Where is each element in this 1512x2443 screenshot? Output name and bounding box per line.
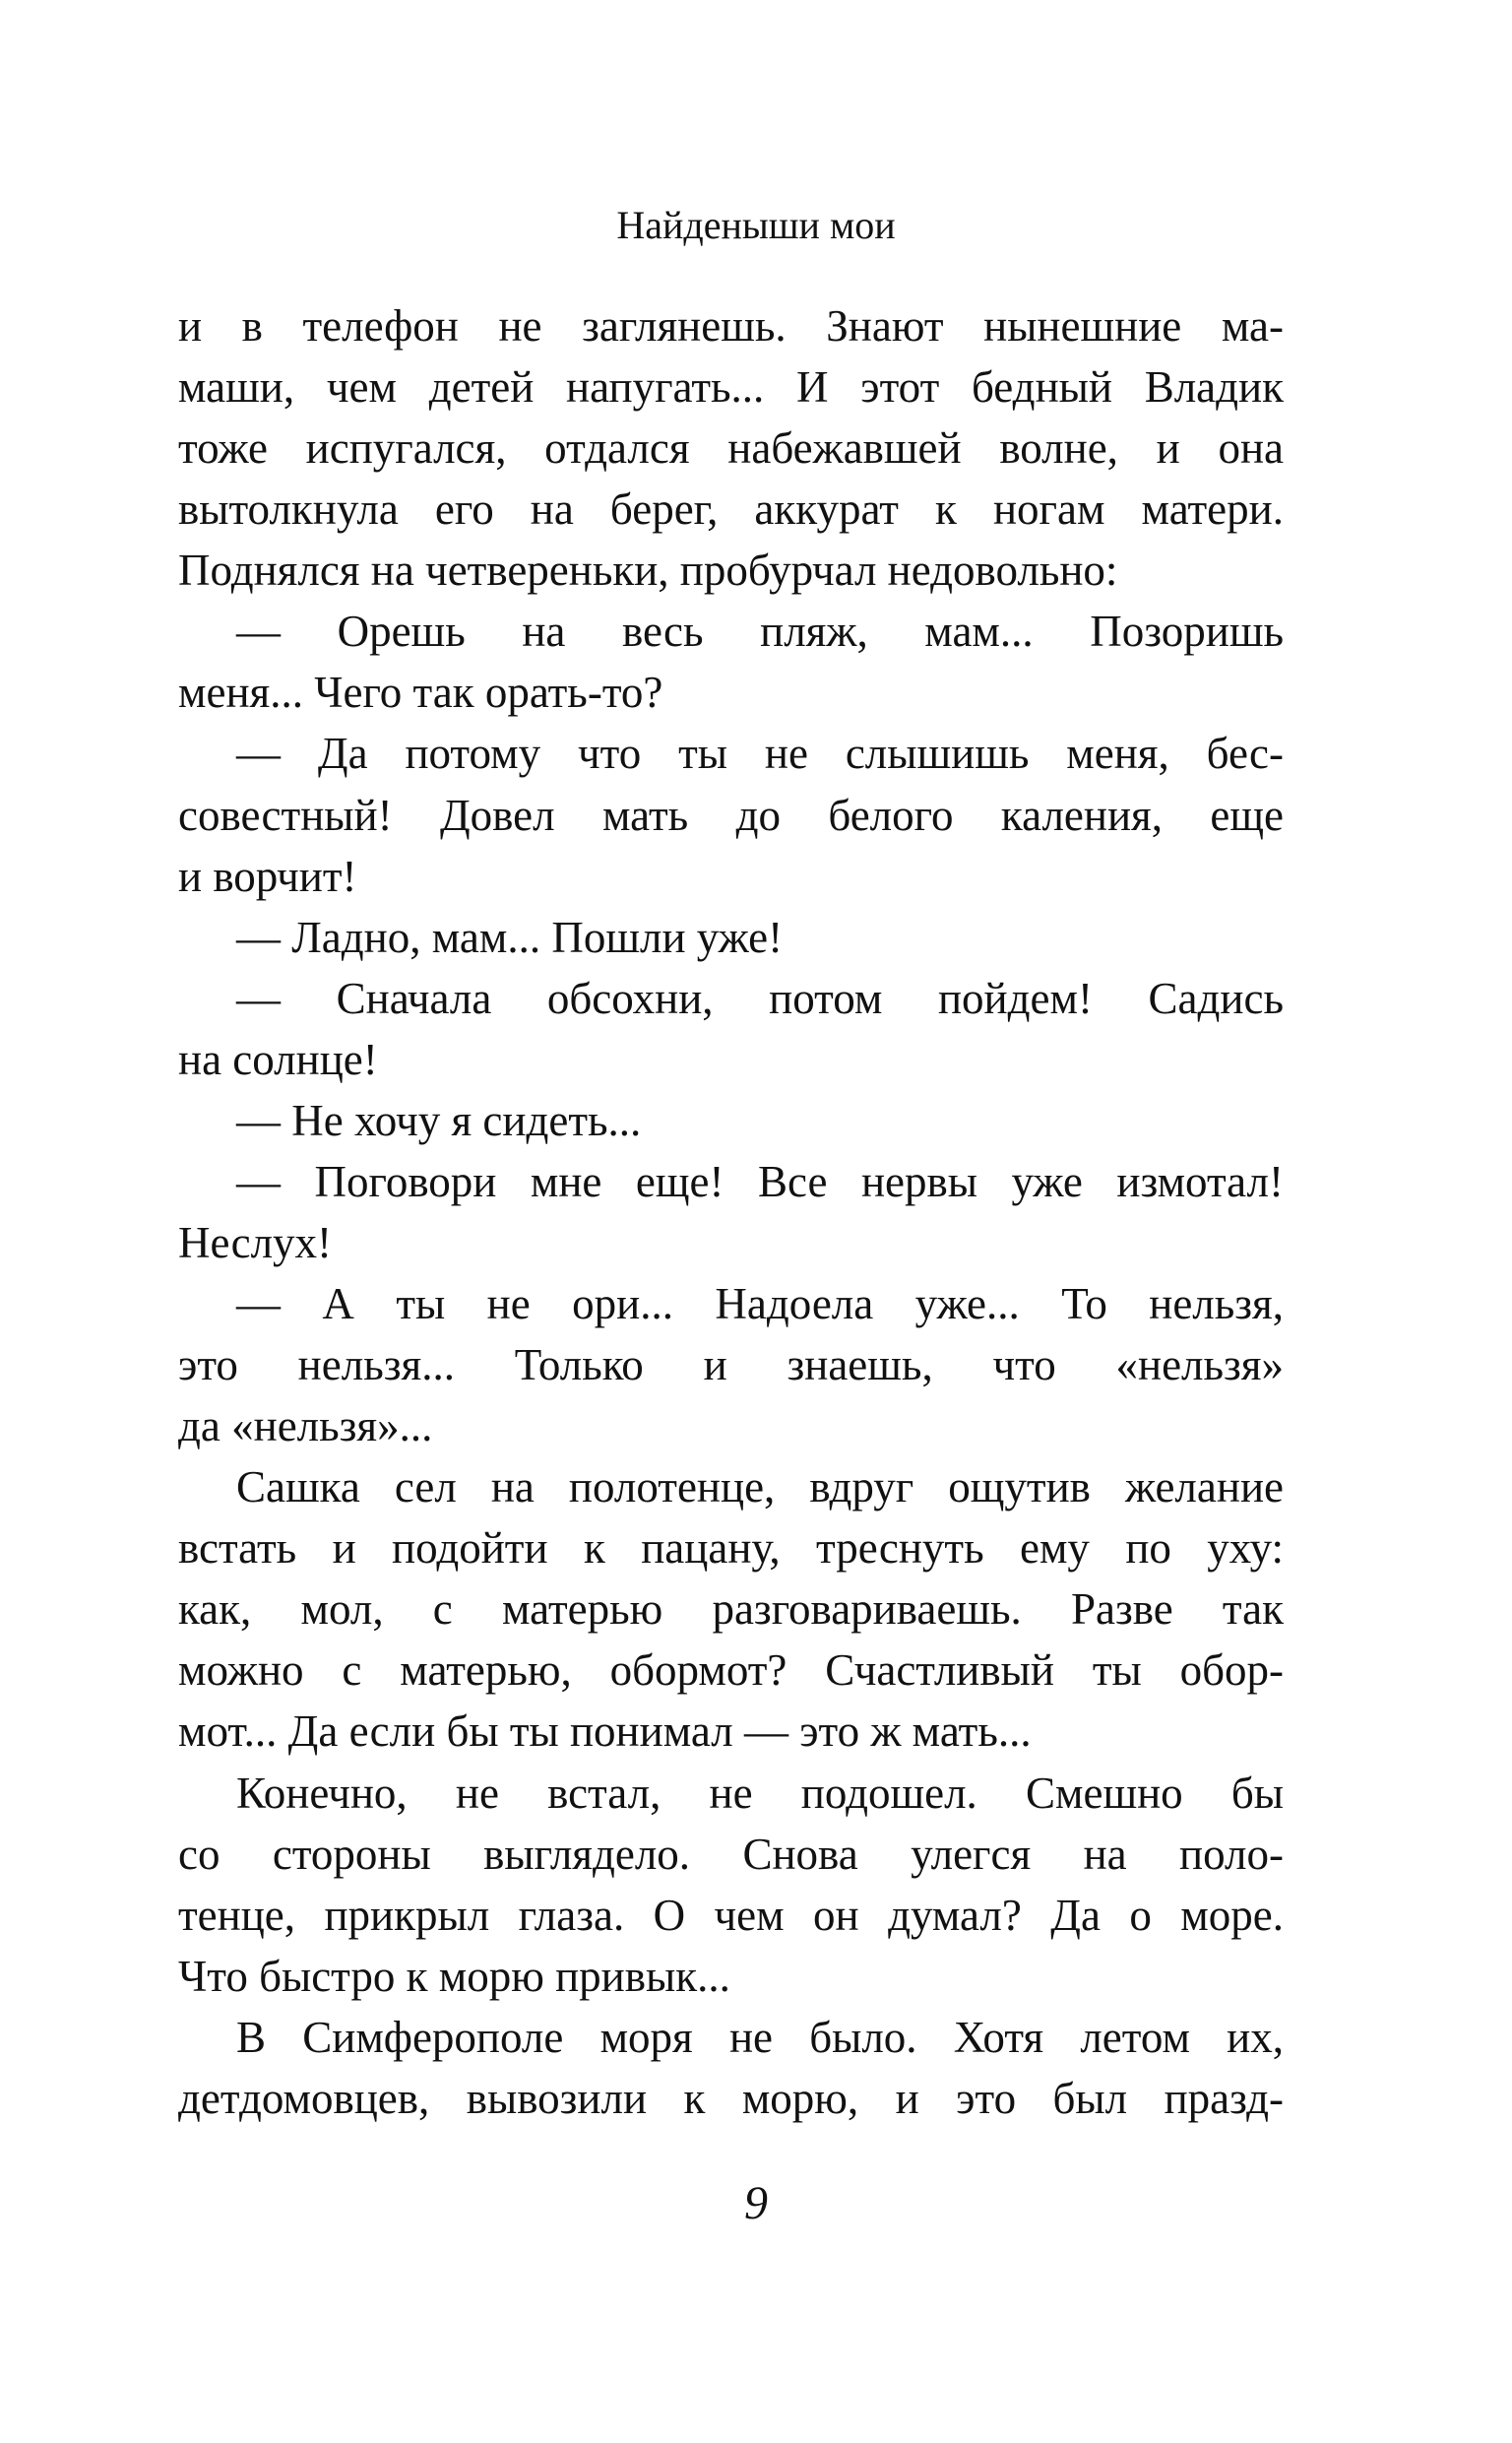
text-line: Неслух! bbox=[178, 1217, 333, 1267]
text-line: да «нельзя»... bbox=[178, 1401, 433, 1451]
running-header: Найденыши мои bbox=[616, 203, 896, 247]
text-line: и в телефон не заглянешь. Знают нынешние ма- bbox=[178, 301, 1284, 351]
text-line: на солнце! bbox=[178, 1034, 378, 1084]
text-line: и ворчит! bbox=[178, 851, 357, 901]
body-text bbox=[178, 295, 1284, 2129]
page-number: 9 bbox=[744, 2177, 768, 2229]
text-line: встать и подойти к пацану, треснуть ему по уху: bbox=[178, 1523, 1284, 1574]
text-line: тенце, прикрыл глаза. О чем он думал? Да о море. bbox=[178, 1890, 1284, 1940]
text-line: — А ты не ори... Надоела уже... То нельзя, bbox=[236, 1279, 1284, 1328]
text-line: — Не хочу я сидеть... bbox=[236, 1095, 642, 1145]
text-line: — Сначала обсохни, потом пойдем! Садись bbox=[236, 973, 1284, 1023]
text-line: — Поговори мне еще! Все нервы уже измотал! bbox=[236, 1156, 1284, 1206]
text-line: детдомовцев, вывозили к морю, и это был празд- bbox=[178, 2073, 1284, 2123]
text-line: — Ладно, мам... Пошли уже! bbox=[236, 912, 784, 962]
text-line: меня... Чего так орать-то? bbox=[178, 668, 663, 718]
text-line: Конечно, не встал, не подошел. Смешно бы bbox=[236, 1768, 1284, 1818]
text-line: со стороны выглядело. Снова улегся на поло- bbox=[178, 1829, 1284, 1879]
text-line: — Да потому что ты не слышишь меня, бес- bbox=[236, 729, 1284, 779]
text-line: это нельзя... Только и знаешь, что «нельзя» bbox=[178, 1340, 1284, 1390]
text-line: — Орешь на весь пляж, мам... Позоришь bbox=[236, 607, 1284, 657]
text-line: Что быстро к морю привык... bbox=[178, 1951, 730, 2001]
text-line: как, мол, с матерью разговариваешь. Разве так bbox=[178, 1584, 1284, 1635]
text-line: Сашка сел на полотенце, вдруг ощутив желание bbox=[236, 1462, 1284, 1512]
text-line: Поднялся на четвереньки, пробурчал недовольно: bbox=[178, 546, 1118, 596]
text-line: мот... Да если бы ты понимал — это ж мать... bbox=[178, 1706, 1032, 1757]
text-line: тоже испугался, отдался набежавшей волне, и она bbox=[178, 423, 1284, 474]
text-line: совестный! Довел мать до белого каления, еще bbox=[178, 790, 1284, 840]
text-line: вытолкнула его на берег, аккурат к ногам матери. bbox=[178, 484, 1284, 535]
text-line: маши, чем детей напугать... И этот бедный Владик bbox=[178, 362, 1284, 413]
text-line: можно с матерью, обормот? Счастливый ты обор- bbox=[178, 1645, 1284, 1696]
text-line: В Симферополе моря не было. Хотя летом их, bbox=[236, 2012, 1284, 2062]
